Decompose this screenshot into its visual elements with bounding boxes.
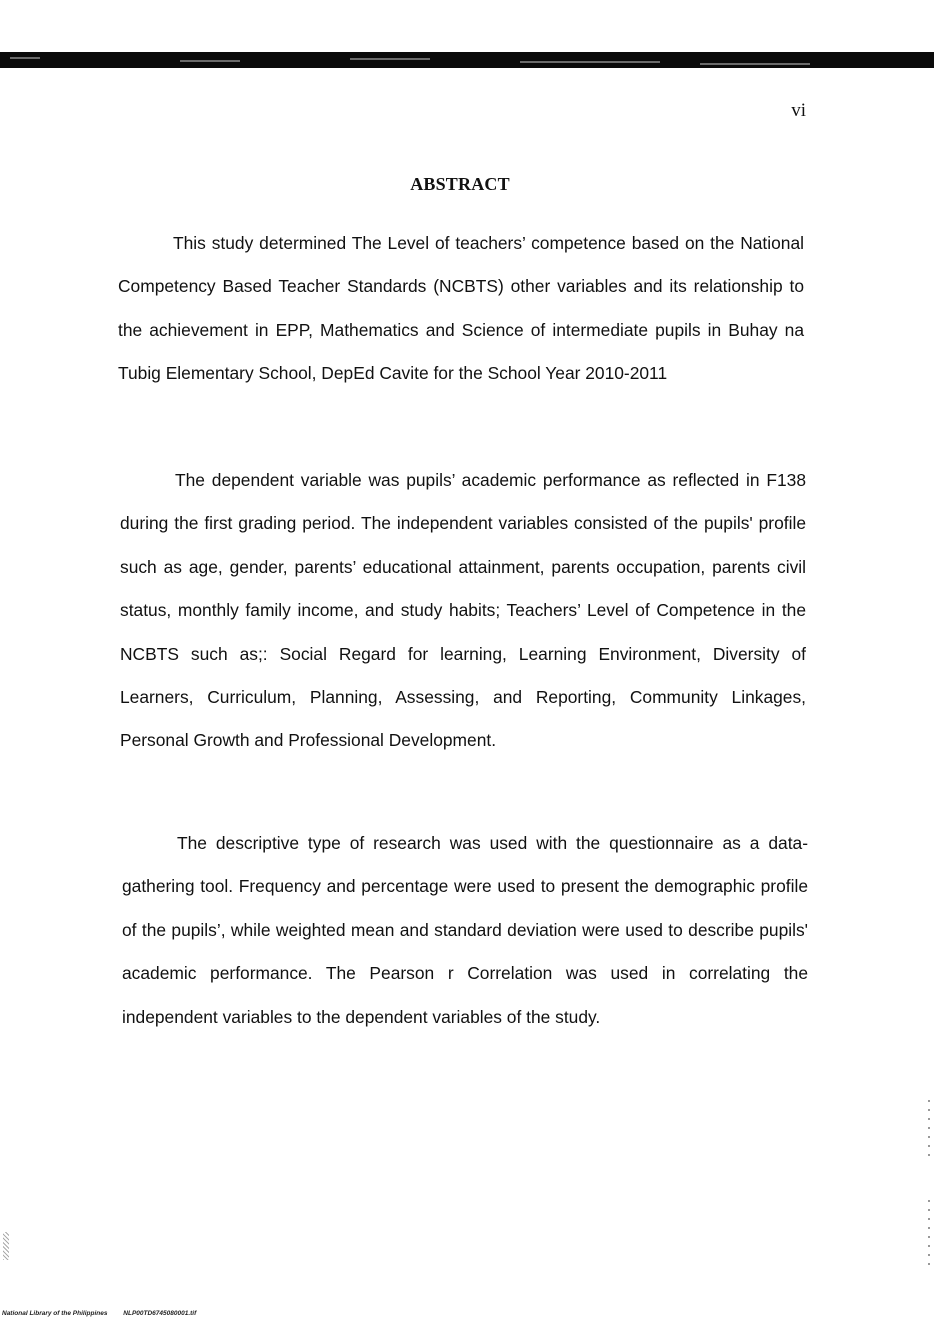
abstract-paragraph-1: This study determined The Level of teachers’ competence based on the National Competency Based Teacher Standards (NCBTS) other variables and its relationship to the achievement in EPP, Mathematics and Science of intermediate pupils in Buhay na Tubig Elementary School, DepEd Cavite for the School Year 2010-2011 bbox=[118, 233, 804, 384]
abstract-paragraph-3: The descriptive type of research was used with the questionnaire as a data-gathering tool. Frequency and percentage were used to present the demographic profile of the pupils’, while weighted mean and standard deviation were used to describe pupils' academic performance. The Pearson r Correlation was used in correlating the independent variables to the dependent variables of the study. bbox=[122, 833, 808, 1027]
page-number: vi bbox=[791, 100, 806, 121]
scan-streak bbox=[520, 61, 660, 63]
abstract-paragraph-2: The dependent variable was pupils’ academic performance as reflected in F138 during the first grading period. The independent variables consisted of the pupils' profile such as age, gender, parents’ educational attainment, parents occupation, parents civil status, monthly family income, and study habits; Teachers’ Level of Competence in the NCBTS such as;: Social Regard for learning, Learning Environment, Diversity of Learners, Curriculum, Planning, Assessing, and Reporting, Community Linkages, Personal Growth and Professional Development. bbox=[120, 470, 806, 751]
scan-margin-dots bbox=[928, 1100, 930, 1160]
scan-streak bbox=[10, 57, 40, 59]
scan-streak bbox=[350, 58, 430, 60]
scan-top-bar bbox=[0, 52, 934, 68]
footer-file-id: NLP00TD6745080001.tif bbox=[123, 1310, 197, 1317]
scan-footer bbox=[2, 1310, 196, 1317]
scan-speckle bbox=[3, 1232, 9, 1260]
abstract-title: ABSTRACT bbox=[410, 174, 510, 194]
footer-library-name: National Library of the Philippines bbox=[2, 1310, 108, 1317]
scan-streak bbox=[700, 63, 810, 65]
scan-margin-dots bbox=[928, 1200, 930, 1270]
scan-streak bbox=[180, 60, 240, 62]
